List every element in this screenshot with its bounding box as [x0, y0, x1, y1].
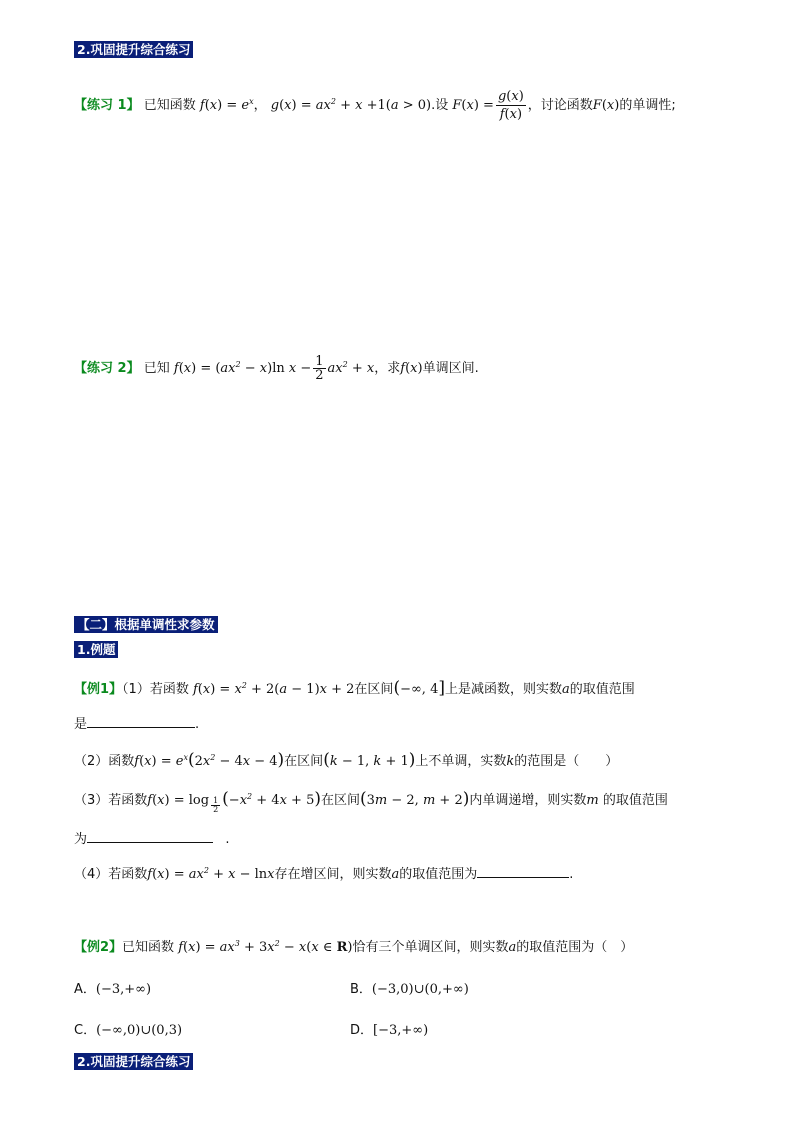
example-1-p3-formula: f(x) = log $_{\frac{1}{2}}$ $(-x^2 + 4x + 5)$: [147, 789, 321, 814]
example-1-p1-text-5: 是: [74, 717, 88, 732]
example-1-p3-interval: (3m − 2, m + 2): [360, 789, 470, 809]
option-c-letter: C．: [74, 1023, 97, 1038]
example-2-formula: $f(x) = ax^3 + 3x^2 - x(x$ ∈ R): [178, 939, 353, 955]
exercise-2-text-3: 单调区间.: [422, 361, 479, 376]
answer-blank-1[interactable]: [87, 715, 195, 728]
option-b-letter: B．: [350, 982, 372, 997]
example-1-p3-text-2: 在区间: [320, 793, 360, 808]
exercise-1-formula-Fx: F(x): [592, 98, 620, 113]
example-1-p4-text-1: （4）若函数: [74, 867, 148, 882]
exercise-1-tag: 【练习 1】: [74, 98, 140, 113]
example-2-text-1: 已知函数: [122, 940, 175, 955]
answer-blank-2[interactable]: [87, 830, 213, 843]
example-1-p3-period: .: [225, 832, 230, 847]
example-1-p2-interval: (k − 1, k + 1): [323, 750, 416, 770]
section-header-consolidation: 2.巩固提升综合练习: [74, 41, 193, 58]
exercise-1-text-3: .设: [431, 98, 449, 113]
example-1-p2-var-k: k: [506, 754, 515, 769]
example-1-p2-formula: $f(x) = e^x(2x^2 - 4x - 4)$: [134, 750, 285, 770]
example-1-p1-text-1: （1）若函数: [122, 682, 189, 697]
example-2-var-a: a: [508, 940, 517, 955]
section-header-examples: 1.例题: [74, 641, 118, 658]
example-1-part-2: [74, 750, 618, 772]
example-1-p4-formula: $f(x) = ax^2 + x - \ln x$: [147, 866, 275, 882]
exercise-1-text-1: 已知函数: [143, 98, 196, 113]
exercise-2: [74, 355, 479, 382]
example-1-p4-text-2: 存在增区间，则实数: [274, 867, 392, 882]
example-1-p2-text-3: 上不单调，实数: [415, 754, 507, 769]
example-1-p1-text-2: 在区间: [354, 682, 394, 697]
example-1-p1-period: .: [195, 717, 200, 732]
option-b-value: (−3,0)∪(0,+∞): [371, 982, 469, 997]
exercise-1-text-2: ，: [253, 98, 267, 113]
option-a[interactable]: [74, 980, 151, 1000]
example-1-p1-text-3: 上是减函数，则实数: [444, 682, 562, 697]
example-1-p1-formula: $f(x) = x^2 + 2(a - 1)x + 2$: [192, 681, 355, 697]
exercise-2-text-1: 已知: [143, 361, 170, 376]
example-1-p3-text-5: 为: [74, 832, 88, 847]
exercise-2-formula-f: f(x): [400, 361, 423, 376]
exercise-1-text-5: 的单调性;: [619, 98, 676, 113]
exercise-2-text-2: ，求: [374, 361, 401, 376]
example-1-p3-text-3: 内单调递增，则实数: [469, 793, 587, 808]
option-c-value: (−∞,0)∪(0,3): [96, 1023, 183, 1038]
example-1-part-1: [74, 678, 635, 700]
example-1-p2-text-1: （2）函数: [74, 754, 135, 769]
example-1-part-4: [74, 865, 573, 885]
option-b[interactable]: [350, 980, 469, 1000]
example-1-p3-text-4: 的取值范围: [602, 793, 668, 808]
option-d-letter: D．: [350, 1023, 374, 1038]
option-d-value: [−3,+∞): [373, 1023, 429, 1038]
example-2: [74, 938, 633, 958]
exercise-2-tag: 【练习 2】: [74, 361, 140, 376]
example-1-p3-var-m: m: [586, 793, 599, 808]
exercise-2-formula: $f(x) = (ax^2 - x)\ln$ x − $\frac{1}{2}$ $ax^2 + x$: [173, 354, 375, 383]
example-1-p1-text-4: 的取值范围: [569, 682, 635, 697]
answer-blank-3[interactable]: [477, 865, 569, 878]
example-1-p1-var-a: a: [562, 682, 570, 697]
exercise-1-formula-g: $g(x) = ax^2 + x +1(a > 0)$: [270, 97, 432, 113]
option-a-letter: A．: [74, 982, 96, 997]
example-1-tag: 【例1】: [74, 682, 123, 697]
example-1-p1-interval: (−∞, 4]: [393, 678, 445, 698]
exercise-1: [74, 88, 676, 123]
exercise-1-formula-F: F(x) = $\frac{g(x)}{f(x)}$: [452, 89, 524, 122]
example-1-p4-var-a: a: [391, 867, 400, 882]
example-1-part-1-line-2: [74, 715, 199, 735]
exercise-1-text-4: ，讨论函数: [527, 98, 593, 113]
example-1-p4-text-3: 的取值范围为: [399, 867, 478, 882]
example-1-p2-text-4: 的范围是（ ）: [514, 754, 619, 769]
option-a-value: (−3,+∞): [95, 982, 152, 997]
example-2-text-2: 恰有三个单调区间，则实数: [352, 940, 509, 955]
option-d[interactable]: [350, 1021, 428, 1041]
example-1-p3-text-1: （3）若函数: [74, 793, 148, 808]
section-header-consolidation-2: 2.巩固提升综合练习: [74, 1053, 193, 1070]
exercise-1-formula-f: $f(x) = e^x$: [199, 97, 254, 113]
example-1-p2-text-2: 在区间: [284, 754, 324, 769]
example-2-tag: 【例2】: [74, 940, 123, 955]
section-header-parameters: 【二】根据单调性求参数: [74, 616, 218, 633]
option-c[interactable]: [74, 1021, 182, 1041]
example-1-part-3-line-2: [74, 830, 230, 850]
example-1-part-3: [74, 789, 668, 814]
example-2-text-3: 的取值范围为（ ）: [516, 940, 634, 955]
example-1-p4-period: .: [569, 867, 574, 882]
